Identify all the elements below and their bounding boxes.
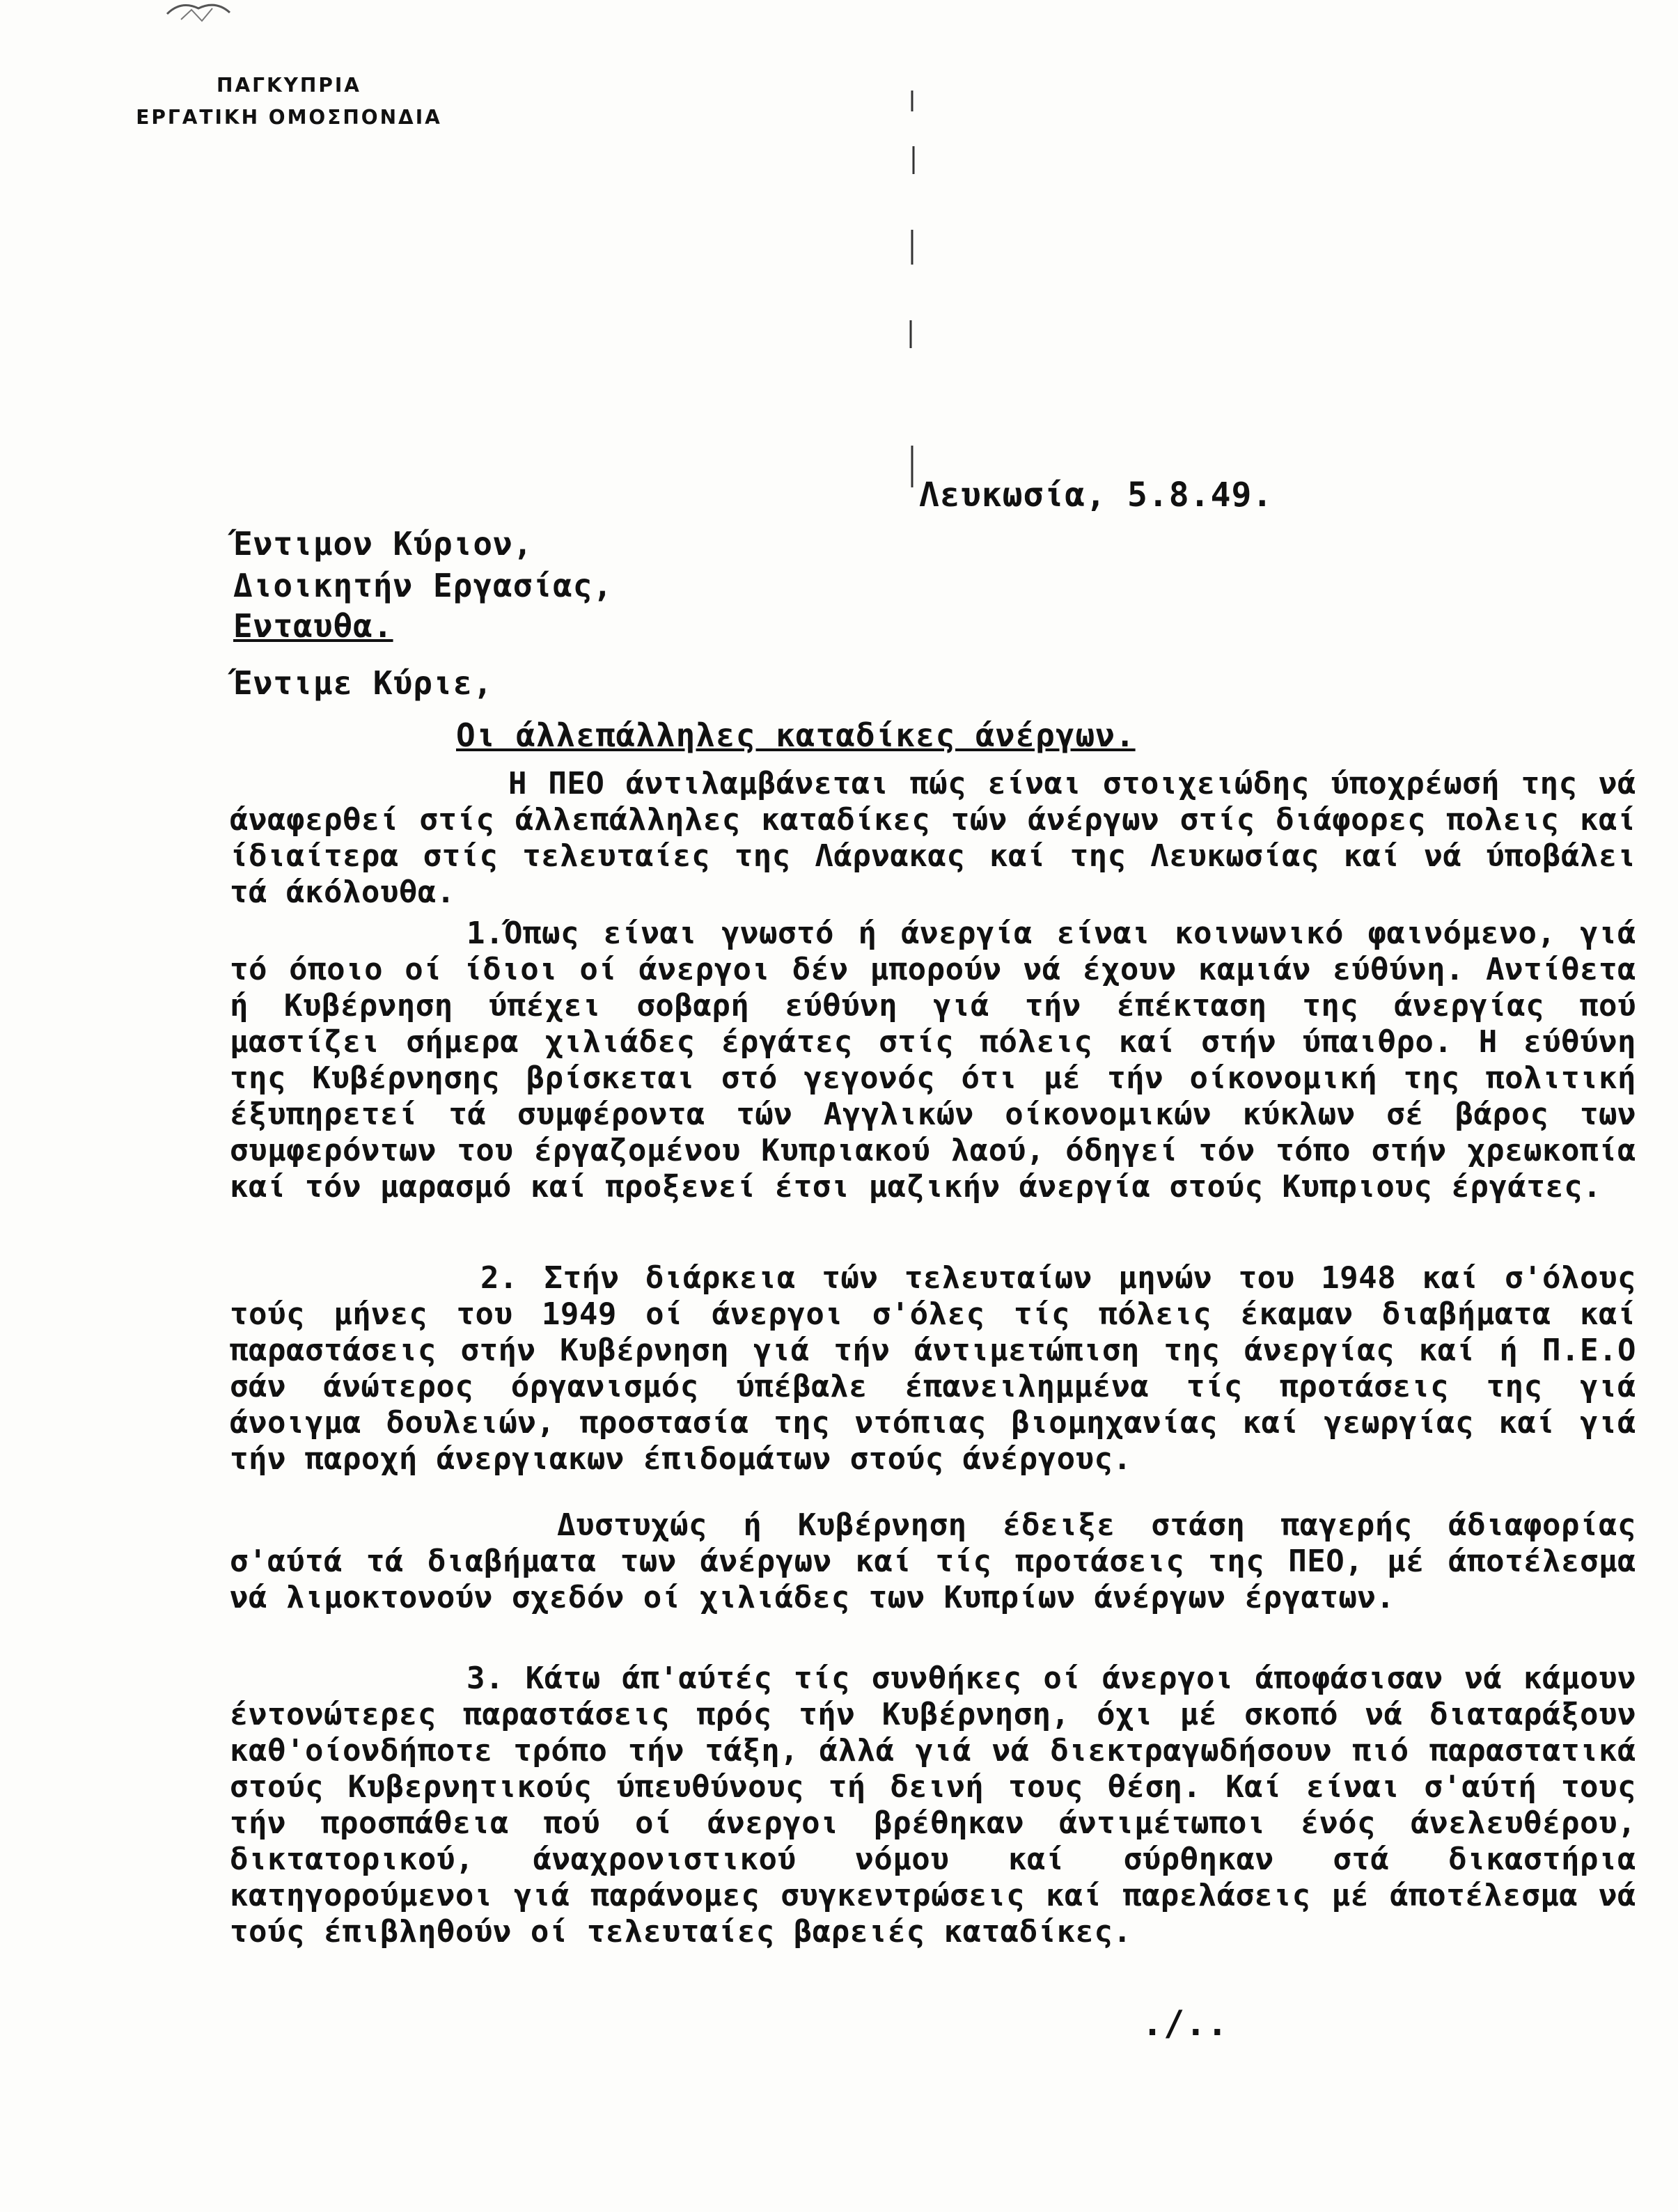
continuation-mark: ./.. <box>1142 2003 1229 2044</box>
letterhead-line1: ΠΑΓΚΥΠΡΙΑ <box>217 74 361 97</box>
subject-line: Οι άλλεπάλληλες καταδίκες άνέργων. <box>456 716 1136 754</box>
letterhead-line2: ΕΡΓΑΤΙΚΗ ΟΜΟΣΠΟΝΔΙΑ <box>136 106 442 129</box>
recipient-line2: Διοικητήν Εργασίας, <box>233 567 613 604</box>
salutation: Έντιμε Κύριε, <box>233 664 494 702</box>
paragraph-2: 2. Στήν διάρκεια τών τελευταίων μηνών του 1948 καί σ'όλους τούς μήνες του 1949 οί άνεργοι σ'όλες τίς πόλεις έκαμαν διαβήματα καί παραστάσεις στήν Κυβέρνηση γιά τήν άντιμετώπιση της άνεργίας καί ή Π.Ε.Ο σάν άνώτερος όργανισμός ύπέβαλε έπανειλημμένα τίς προτάσεις της γιά άνοιγμα δουλειών, προστασία της ντόπιας βιομηχανίας καί γεωργίας καί γιά τήν παροχή άνεργιακων έπιδομάτων στούς άνέργους. <box>230 1260 1655 1477</box>
margin-marks <box>905 84 919 501</box>
recipient-line3: Ενταυθα. <box>233 607 393 645</box>
letterhead-emblem <box>160 0 237 28</box>
paragraph-3: 3. Κάτω άπ'αύτές τίς συνθήκες οί άνεργοι άποφάσισαν νά κάμουν έντονώτερες παραστάσεις πρός τήν Κυβέρνηση, όχι μέ σκοπό νά διαταράξουν καθ'οίονδήποτε τρόπο τήν τάξη, άλλά γιά νά διεκτραγωδήσουν πιό παραστατικά στούς Κυβερνητικούς ύπευθύνους τή δεινή τους θέση. Καί είναι σ'αύτή τους τήν προσπάθεια πού οί άνεργοι βρέθηκαν άντιμέτωποι ένός άνελευθέρου, δικτατορικού, άναχρονιστικού νόμου καί σύρθηκαν στά δικαστήρια κατηγορούμενοι γιά παράνομες συγκεντρώσεις καί παρελάσεις μέ άποτέλεσμα νά τούς έπιβληθούν οί τελευταίες βαρειές καταδίκες. <box>230 1661 1655 1950</box>
paragraph-2-continued: Δυστυχώς ή Κυβέρνηση έδειξε στάση παγερής άδιαφορίας σ'αύτά τά διαβήματα των άνέργων καί τίς προτάσεις της ΠΕΟ, μέ άποτέλεσμα νά λιμοκτονούν σχεδόν οί χιλιάδες των Κυπρίων άνέργων έργατων. <box>230 1507 1655 1615</box>
recipient-line1: Έντιμον Κύριον, <box>233 525 533 563</box>
paragraph-1: 1.Όπως είναι γνωστό ή άνεργία είναι κοινωνικό φαινόμενο, γιά τό όποιο οί ίδιοι οί άνεργοι δέν μπορούν νά έχουν καμιάν εύθύνη. Αντίθετα ή Κυβέρνηση ύπέχει σοβαρή εύθύνη γιά τήν έπέκταση της άνεργίας πού μαστίζει σήμερα χιλιάδες έργάτες στίς πόλεις καί στήν ύπαιθρο. Η εύθύνη της Κυβέρνησης βρίσκεται στό γεγονός ότι μέ τήν οίκονομική της πολιτική έξυπηρετεί τά συμφέροντα τών Αγγλικών οίκονομικών κύκλων σέ βάρος των συμφερόντων του έργαζομένου Κυπριακού λαού, όδηγεί τόν τόπο στήν χρεωκοπία καί τόν μαρασμό καί προξενεί έτσι μαζικήν άνεργία στούς Κυπριους έργάτες. <box>230 916 1655 1205</box>
letter-date: Λευκωσία, 5.8.49. <box>919 476 1273 515</box>
intro-paragraph: Η ΠΕΟ άντιλαμβάνεται πώς είναι στοιχειώδης ύποχρέωσή της νά άναφερθεί στίς άλλεπάλληλες καταδίκες τών άνέργων στίς διάφορες πολεις καί ίδιαίτερα στίς τελευταίες της Λάρνακας καί της Λευκωσίας καί νά ύποβάλει τά άκόλουθα. <box>230 766 1655 910</box>
letterhead <box>91 70 487 134</box>
